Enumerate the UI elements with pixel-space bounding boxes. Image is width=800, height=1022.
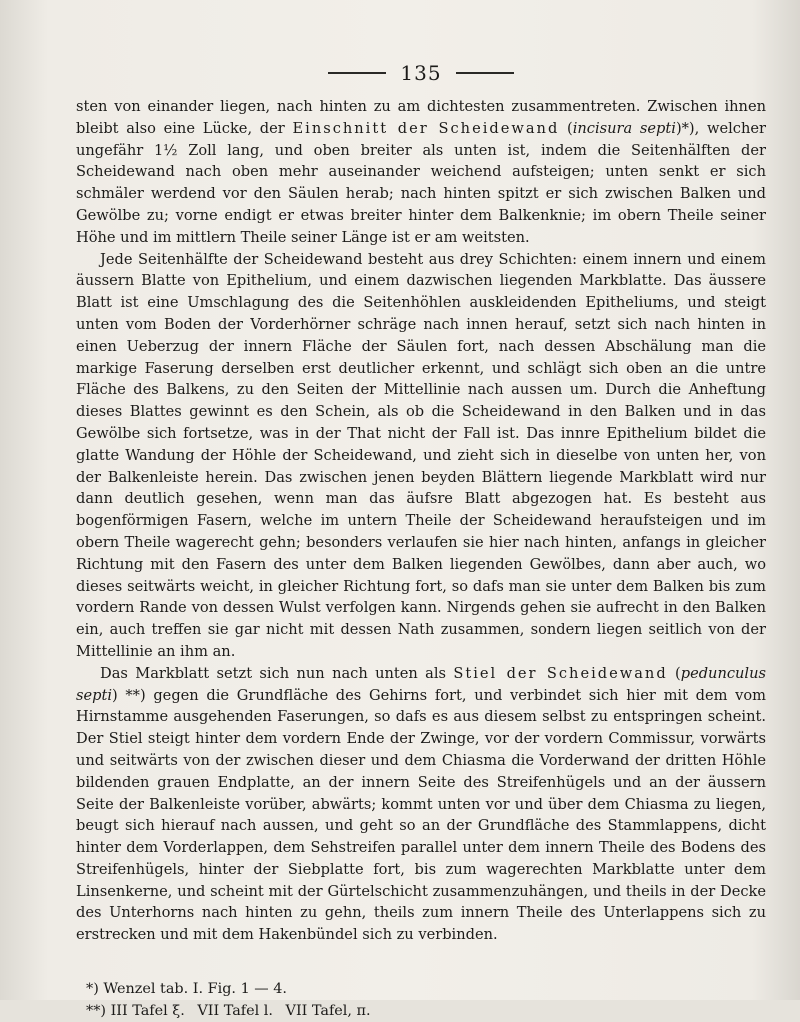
paragraph-2 [76,249,766,663]
paragraph-1 [76,96,766,249]
text-run: ( [667,664,681,682]
page-number: 135 [400,61,442,85]
latin-term: pedunculus septi [76,664,766,704]
text-run: Das Markblatt setzt sich nun nach unten als [100,664,454,682]
paragraph-3 [76,663,766,946]
footnote-1: *) Wenzel tab. I. Fig. 1 — 4. [86,981,287,998]
footnote-2 [86,1000,766,1022]
text-run: ( [559,119,573,137]
text-run: sten von einander liegen, nach hinten zu am dichtesten zusammentreten. Zwischen ihnen bleibt also eine Lücke, der [76,98,766,137]
text-run: Jede Seitenhälfte der Scheidewand besteht aus drey Schichten: einem innern und einem äussern Blatte von Epithelium, und einem dazwischen liegenden Markblatte. Das äussere Blatt ist eine Umschlagung des die Seitenhöhlen auskleidenden Epitheliums, und steigt unten vom Boden der Vorderhörner schräge nach innen herauf, setzt sich nach hinten in einen Ueberzug der innern Fläche der Säulen fort, nach dessen Abschälung man die markige Faserung derselben erst deutlicher erkennt, und schlägt sich oben an die untre Fläche des Balkens, zu den Seiten der Mittellinie nach aussen um. Durch die Anheftung dieses Blattes gewinnt es den Schein, als ob die Scheidewand in den Balken und in das Gewölbe sich fortsetze, was in der That nicht der Fall ist. Das innre Epithelium bildet die glatte Wandung der Höhle der Scheidewand, und zieht sich in dieselbe von unten her, von der Balkenleiste herein. Das zwischen jenen beyden Blättern liegende Markblatt wird nur dann deutlich gesehen, wenn man das äufsre Blatt abgezogen hat. Es besteht aus bogenförmigen Fasern, welche im untern Theile der Scheidewand heraufsteigen und im obern Theile wagerecht gehn; besonders verlaufen sie hier nach hinten, anfangs in gleicher Richtung mit den Fasern des unter dem Balken liegenden Gewölbes, dann aber auch, wo dieses seitwärts weicht, in gleicher Richtung fort, so dafs man sie unter dem Balken bis zum vordern Rande von dessen Wulst verfolgen kann. Nirgends gehen sie aufrecht in den Balken ein, auch treffen sie gar nicht mit dessen Nath zusammen, sondern liegen seitlich von der Mittellinie an ihm an. [76,250,766,660]
header-rule-left [328,72,386,74]
spaced-term: Stiel der Scheidewand [453,664,668,682]
spaced-term: Einschnitt der Scheidewand [292,119,560,137]
body-text [76,96,766,946]
footnotes [76,978,766,1022]
latin-term: incisura septi [572,119,676,137]
footnote-2-part-b: VII Tafel l. [197,1003,273,1020]
text-run: ) **) gegen die Grundfläche des Gehirns fort, und verbindet sich hier mit dem vom Hirnstamme ausgehenden Faserungen, so dafs es aus diesem selbst zu entspringen scheint. Der Stiel steigt hinter dem vordern Ende der Zwinge, vor der vordern Commissur, vorwärts und seitwärts von der zwischen dieser und dem Chiasma die Vorderwand der dritten Höhle bildenden grauen Endplatte, an der innern Seite des Streifenhügels und an der äussern Seite der Balkenleiste vorüber, abwärts; kommt unten vor und über dem Chiasma zu liegen, beugt sich hierauf nach aussen, und geht so an der Grundfläche des Stammlappens, dicht hinter dem Vorderlappen, dem Sehstreifen parallel unter dem innern Theile des Bodens des Streifenhügels, hinter der Siebplatte fort, bis zum wagerechten Markblatte unter dem Linsenkerne, und scheint mit der Gürtelschicht zusammenzuhängen, und theils in der Decke des Unterhorns nach hinten zu gehn, theils zum innern Theile des Unterlappens sich zu erstrecken und mit dem Hakenbündel sich zu verbinden. [76,686,766,944]
page-header [76,58,766,88]
footnote-2-part-a: **) III Tafel ξ. [86,1003,185,1020]
footnote-2-part-c: VII Tafel, π. [285,1003,371,1020]
text-run: )*), welcher ungefähr 1½ Zoll lang, und oben breiter als unten ist, indem die Seitenhälften der Scheidewand nach oben mehr auseinander weichend aufsteigen; unten senkt er sich schmäler werdend vor den Säulen herab; nach hinten spitzt er sich zwischen Balken und Gewölbe zu; vorne endigt er etwas breiter hinter dem Balkenknie; im obern Theile seiner Höhe und im mittlern Theile seiner Länge ist er am weitsten. [76,119,766,246]
header-rule-right [456,72,514,74]
